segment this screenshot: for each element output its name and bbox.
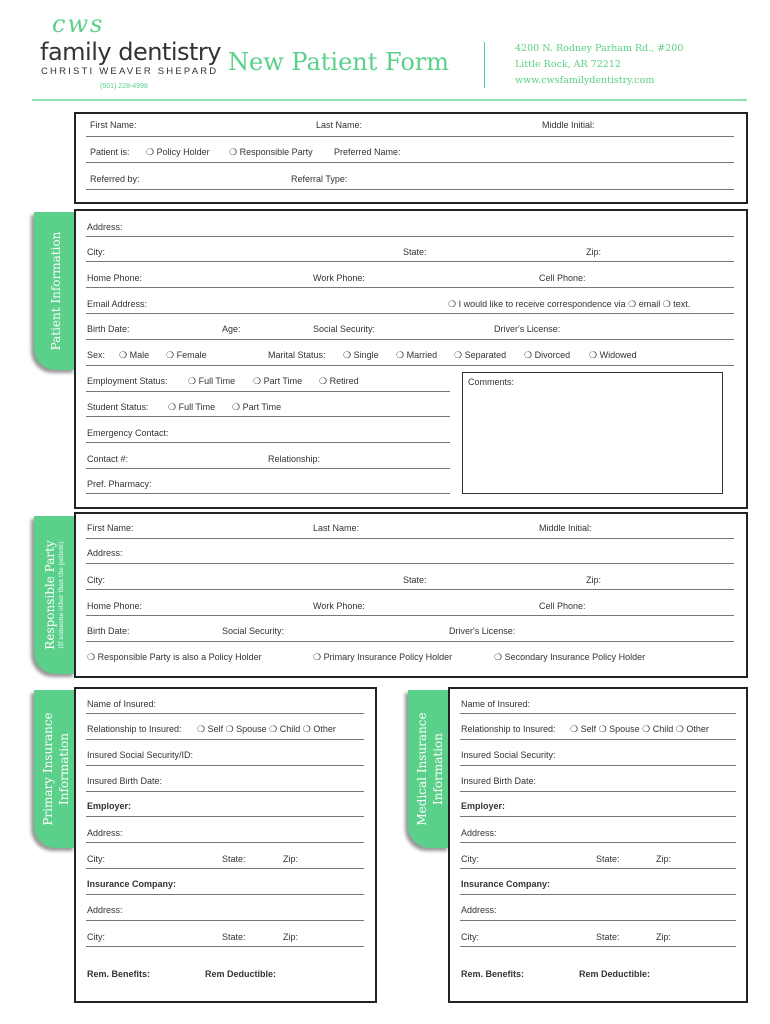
pi-ssn-label: Social Security: [313,324,376,334]
rp-state-label: State: [403,575,427,585]
pi-correspondence-options[interactable]: ❍ I would like to receive correspondence via ❍ email ❍ text. [448,299,691,309]
prim-relationship-label: Relationship to Insured: [87,724,182,734]
med-address-label: Address: [461,828,497,838]
med-company-line[interactable] [460,894,736,895]
pi-separated-radio[interactable]: ❍ Separated [454,350,507,360]
office-phone: (501) 228-4998 [100,83,148,90]
patient-is-label: Patient is: [90,147,130,157]
med-employer-line[interactable] [460,816,736,817]
rp-name-line[interactable] [86,538,734,539]
responsible-party-tab-label [42,540,66,649]
med-relationship-line[interactable] [460,739,736,740]
med-name-line[interactable] [460,713,736,714]
med-ssn-label: Insured Social Security: [461,750,556,760]
prim-city2-label: City: [87,932,105,942]
med-rem-deductible-label: Rem Deductible: [579,969,651,979]
header-rule [32,99,747,101]
pi-comments-box[interactable] [462,372,723,494]
pi-state-label: State: [403,247,427,257]
primary-insurance-tab-line2: Information [57,732,71,806]
last-name-label: Last Name: [316,120,363,130]
referral-line[interactable] [86,189,734,190]
pi-widowed-radio[interactable]: ❍ Widowed [589,350,637,360]
pi-home-phone-label: Home Phone: [87,273,143,283]
prim-state-label: State: [222,854,246,864]
policy-holder-radio[interactable]: ❍ Policy Holder [146,147,210,157]
pi-work-phone-label: Work Phone: [313,273,365,283]
rp-birth-date-label: Birth Date: [87,626,130,636]
pi-employment-line[interactable] [86,391,450,392]
header-divider [484,42,485,88]
prim-company-line[interactable] [86,894,364,895]
address-line-2: Little Rock, AR 72212 [515,59,621,70]
address-line-1: 4200 N. Rodney Parham Rd., #200 [515,43,684,54]
pi-address-label: Address: [87,222,123,232]
prim-state2-label: State: [222,932,246,942]
medical-insurance-tab-line1: Medical Insurance [415,712,429,826]
rp-birth-line[interactable] [86,641,734,642]
rp-address-line[interactable] [86,563,734,564]
med-address-line[interactable] [460,842,736,843]
referred-by-label: Referred by: [90,174,140,184]
pi-drivers-license-label: Driver's License: [494,324,561,334]
pi-email-label: Email Address: [87,299,148,309]
rp-secondary-holder-radio[interactable]: ❍ Secondary Insurance Policy Holder [494,652,646,662]
med-relationship-options[interactable]: ❍ Self ❍ Spouse ❍ Child ❍ Other [570,724,709,734]
top-section-box [74,112,748,204]
medical-insurance-tab-line2: Information [431,732,445,806]
prim-zip-label: Zip: [283,854,299,864]
preferred-name-line[interactable] [86,162,734,163]
med-address2-line[interactable] [460,920,736,921]
rp-also-policy-holder-radio[interactable]: ❍ Responsible Party is also a Policy Holder [87,652,262,662]
website: www.cwsfamilydentistry.com [515,75,655,86]
prim-zip2-label: Zip: [283,932,299,942]
pi-pharmacy-label: Pref. Pharmacy: [87,479,152,489]
pi-contact-line[interactable] [86,468,450,469]
pi-employment-label: Employment Status: [87,376,168,386]
first-name-label: First Name: [90,120,137,130]
pi-sex-label: Sex: [87,350,106,360]
rp-zip-label: Zip: [586,575,602,585]
prim-birth-date-label: Insured Birth Date: [87,776,163,786]
prim-employer-label: Employer: [87,801,132,811]
med-rem-benefits-label: Rem. Benefits: [461,969,525,979]
prim-birth-line[interactable] [86,791,364,792]
pi-phone-line[interactable] [86,287,734,288]
prim-city-line[interactable] [86,868,364,869]
patient-info-tab-label: Patient Information [49,231,63,351]
prim-rem-benefits-label: Rem. Benefits: [87,969,151,979]
med-ssn-line[interactable] [460,765,736,766]
prim-ssn-label: Insured Social Security/ID: [87,750,194,760]
logo-subtitle: CHRISTI WEAVER SHEPARD [41,66,219,77]
pi-zip-label: Zip: [586,247,602,257]
med-state-label: State: [596,854,620,864]
pi-emergency-line[interactable] [86,442,450,443]
prim-address2-line[interactable] [86,920,364,921]
med-employer-label: Employer: [461,801,506,811]
med-zip-label: Zip: [656,854,672,864]
medical-insurance-tab-label [414,712,446,825]
prim-city2-line[interactable] [86,946,364,947]
pi-stu-part-radio[interactable]: ❍ Part Time [232,402,282,412]
pi-city-line[interactable] [86,261,734,262]
pi-stu-full-radio[interactable]: ❍ Full Time [168,402,216,412]
med-zip2-label: Zip: [656,932,672,942]
rp-cell-phone-label: Cell Phone: [539,601,586,611]
rp-home-phone-label: Home Phone: [87,601,143,611]
med-address2-label: Address: [461,905,497,915]
pi-emergency-label: Emergency Contact: [87,428,169,438]
office-address [515,41,683,89]
name-line[interactable] [86,136,734,137]
responsible-party-radio[interactable]: ❍ Responsible Party [229,147,313,157]
prim-ssn-line[interactable] [86,765,364,766]
pi-single-radio[interactable]: ❍ Single [343,350,379,360]
prim-address-line[interactable] [86,842,364,843]
prim-relationship-options[interactable]: ❍ Self ❍ Spouse ❍ Child ❍ Other [197,724,336,734]
prim-name-insured-label: Name of Insured: [87,699,157,709]
pi-pharmacy-line[interactable] [86,493,450,494]
responsible-party-tab-note: (If someone other than the patient) [58,541,65,649]
rp-work-phone-label: Work Phone: [313,601,365,611]
pi-comments-label: Comments: [468,377,515,387]
logo-wordmark: family dentistry [40,38,221,66]
prim-rem-deductible-label: Rem Deductible: [205,969,277,979]
pi-male-radio[interactable]: ❍ Male [119,350,150,360]
prim-name-line[interactable] [86,713,364,714]
rp-last-name-label: Last Name: [313,523,360,533]
rp-primary-holder-radio[interactable]: ❍ Primary Insurance Policy Holder [313,652,453,662]
pi-married-radio[interactable]: ❍ Married [396,350,438,360]
med-relationship-label: Relationship to Insured: [461,724,556,734]
med-city-label: City: [461,854,479,864]
pi-contact-label: Contact #: [87,454,129,464]
pi-birth-line[interactable] [86,339,734,340]
primary-insurance-tab-line1: Primary Insurance [41,712,55,826]
referral-type-label: Referral Type: [291,174,348,184]
pi-birth-date-label: Birth Date: [87,324,130,334]
pi-female-radio[interactable]: ❍ Female [166,350,207,360]
rp-phone-line[interactable] [86,615,734,616]
pi-student-line[interactable] [86,416,450,417]
rp-address-label: Address: [87,548,123,558]
med-name-insured-label: Name of Insured: [461,699,531,709]
med-birth-date-label: Insured Birth Date: [461,776,537,786]
pi-sex-line[interactable] [86,365,734,366]
rp-ssn-label: Social Security: [222,626,285,636]
med-city2-line[interactable] [460,946,736,947]
pi-emp-full-radio[interactable]: ❍ Full Time [188,376,236,386]
pi-divorced-radio[interactable]: ❍ Divorced [524,350,571,360]
med-city-line[interactable] [460,868,736,869]
pi-emp-part-radio[interactable]: ❍ Part Time [253,376,303,386]
med-state2-label: State: [596,932,620,942]
rp-city-label: City: [87,575,105,585]
pi-relationship-label: Relationship: [268,454,321,464]
pi-marital-status-label: Marital Status: [268,350,326,360]
prim-relationship-line[interactable] [86,739,364,740]
rp-drivers-license-label: Driver's License: [449,626,516,636]
rp-first-name-label: First Name: [87,523,134,533]
middle-initial-label: Middle Initial: [542,120,595,130]
rp-middle-initial-label: Middle Initial: [539,523,592,533]
med-insurance-company-label: Insurance Company: [461,879,551,889]
prim-address-label: Address: [87,828,123,838]
prim-employer-line[interactable] [86,816,364,817]
pi-emp-retired-radio[interactable]: ❍ Retired [319,376,359,386]
med-birth-line[interactable] [460,791,736,792]
responsible-party-tab-title: Responsible Party [43,540,57,650]
pi-email-line[interactable] [86,313,734,314]
prim-insurance-company-label: Insurance Company: [87,879,177,889]
rp-city-line[interactable] [86,589,734,590]
pi-cell-phone-label: Cell Phone: [539,273,586,283]
pi-address-line[interactable] [86,236,734,237]
logo-script: cws [52,10,105,38]
prim-address2-label: Address: [87,905,123,915]
preferred-name-label: Preferred Name: [334,147,401,157]
pi-student-label: Student Status: [87,402,149,412]
prim-city-label: City: [87,854,105,864]
pi-city-label: City: [87,247,105,257]
page-title: New Patient Form [228,48,450,76]
med-city2-label: City: [461,932,479,942]
pi-age-label: Age: [222,324,241,334]
primary-insurance-tab-label [40,712,72,825]
